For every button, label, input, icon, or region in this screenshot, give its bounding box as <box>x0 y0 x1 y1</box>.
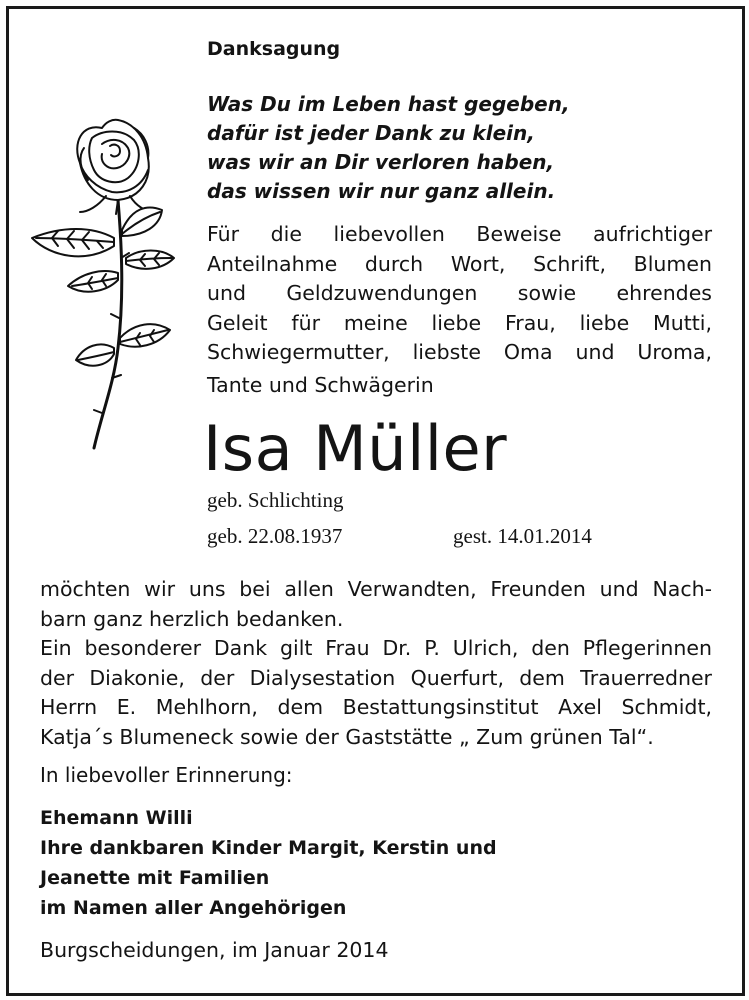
thanks-paragraph <box>40 575 712 752</box>
family-line: im Namen aller Angehörigen <box>40 897 347 919</box>
rose-illustration <box>22 108 182 453</box>
death-date: gest. 14.01.2014 <box>453 524 592 548</box>
intro-line: Anteilnahme durch Wort, Schrift, Blumen <box>207 251 712 276</box>
intro-line: Tante und Schwägerin <box>207 372 434 397</box>
poem <box>207 90 570 206</box>
birth-name: geb. Schlichting <box>207 488 344 512</box>
intro-line: Für die liebevollen Beweise aufrichtiger <box>207 222 712 246</box>
family-line: Ehemann Willi <box>40 807 193 829</box>
thanks-line: Katja´s Blumeneck sowie der Gaststätte „ Zum grünen Tal“. <box>40 724 654 749</box>
poem-line: was wir an Dir verloren haben, <box>207 150 555 174</box>
poem-line: das wissen wir nur ganz allein. <box>207 179 556 203</box>
family-line: Jeanette mit Familien <box>40 867 270 889</box>
thanks-line: Ein besonderer Dank gilt Frau Dr. P. Ulrich, den Pflegerinnen <box>40 636 712 660</box>
poem-line: Was Du im Leben hast gegeben, <box>207 92 570 116</box>
thanks-line: der Diakonie, der Dialysestation Querfurt, dem Trauerredner <box>40 665 712 690</box>
intro-line: und Geldzuwendungen sowie ehrendes <box>207 281 712 305</box>
family-signature <box>40 803 497 923</box>
deceased-name: Isa Müller <box>203 412 508 485</box>
thanks-line: Herrn E. Mehlhorn, dem Bestattungsinstitut Axel Schmidt, <box>40 695 712 719</box>
thanks-line: barn ganz herzlich bedanken. <box>40 606 344 631</box>
intro-line: Geleit für meine liebe Frau, liebe Mutti, <box>207 310 712 335</box>
notice-heading: Danksagung <box>207 38 341 60</box>
intro-paragraph <box>207 220 712 400</box>
memory-label: In liebevoller Erinnerung: <box>40 763 293 787</box>
intro-line: Schwiegermutter, liebste Oma und Uroma, <box>207 340 712 364</box>
birth-date: geb. 22.08.1937 <box>207 524 343 548</box>
poem-line: dafür ist jeder Dank zu klein, <box>207 121 535 145</box>
thanks-line: möchten wir uns bei allen Verwandten, Freunden und Nach- <box>40 577 712 601</box>
place-date: Burgscheidungen, im Januar 2014 <box>40 938 389 962</box>
family-line: Ihre dankbaren Kinder Margit, Kerstin und <box>40 837 497 859</box>
